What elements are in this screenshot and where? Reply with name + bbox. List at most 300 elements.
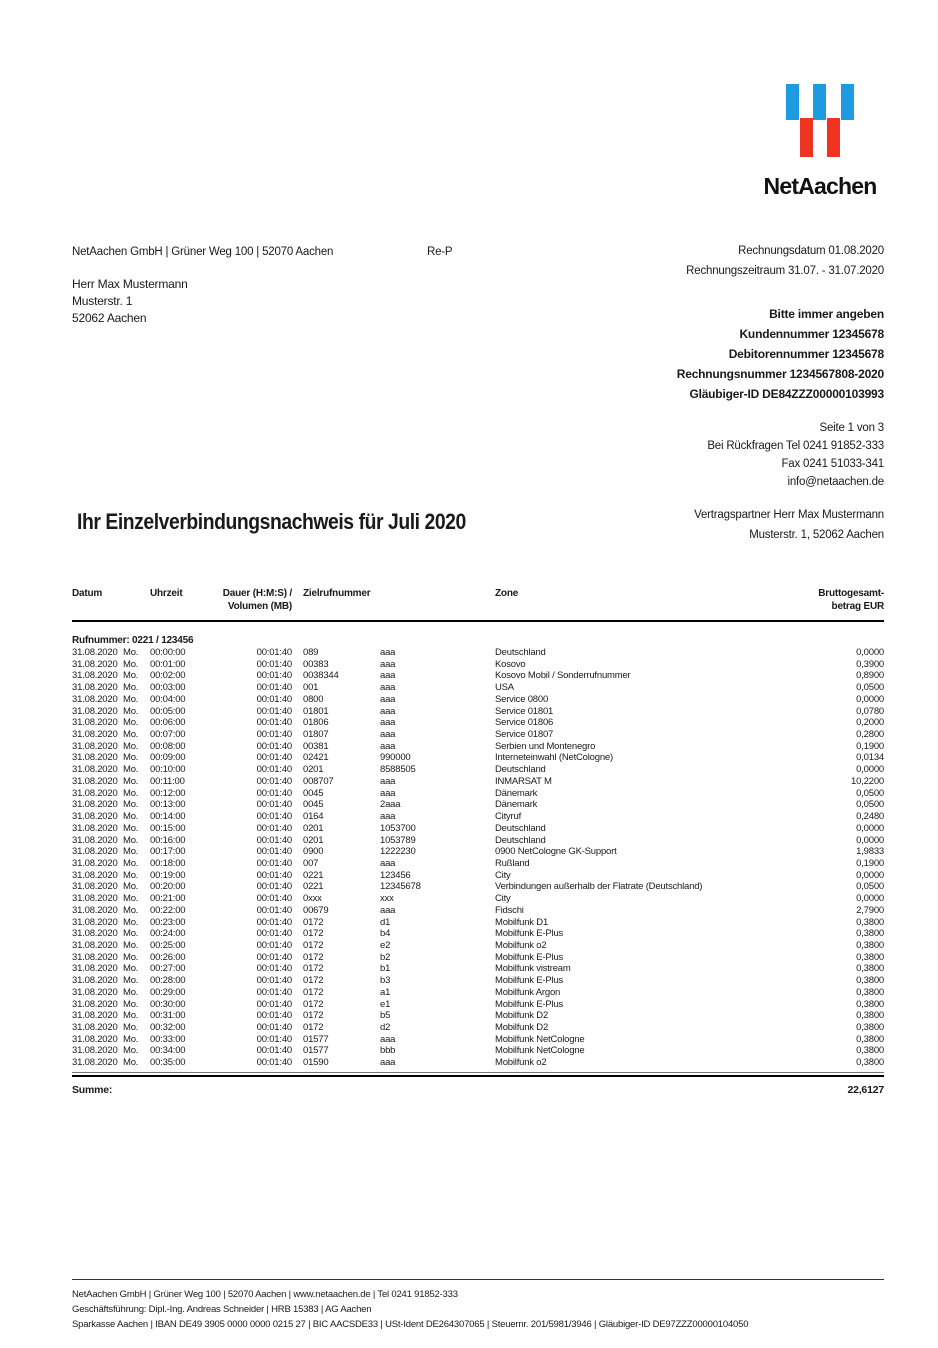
table-row [72, 905, 884, 917]
cell-date: 31.08.2020 [72, 787, 118, 799]
cell-date: 31.08.2020 [72, 811, 118, 823]
cell-date: 31.08.2020 [72, 729, 118, 741]
cell-destination: 0172 [303, 951, 324, 963]
cell-destination: 0201 [303, 764, 324, 776]
cell-destination-suffix: b5 [380, 1010, 391, 1022]
cell-destination: 0172 [303, 998, 324, 1010]
cell-amount: 0,3900 [856, 658, 884, 670]
cell-duration: 00:01:40 [256, 729, 292, 741]
cell-duration: 00:01:40 [256, 705, 292, 717]
cell-date: 31.08.2020 [72, 869, 118, 881]
table-row [72, 835, 884, 847]
cell-weekday: Mo. [123, 975, 139, 987]
cell-date: 31.08.2020 [72, 775, 118, 787]
cell-weekday: Mo. [123, 764, 139, 776]
cell-weekday: Mo. [123, 916, 139, 928]
page-title: Ihr Einzelverbindungsnachweis für Juli 2020 [77, 509, 466, 534]
cell-duration: 00:01:40 [256, 1057, 292, 1069]
cell-amount: 0,0000 [856, 822, 884, 834]
cell-destination-suffix: 1053789 [380, 834, 416, 846]
cell-time: 00:24:00 [150, 928, 186, 940]
cell-destination: 0800 [303, 693, 324, 705]
cell-weekday: Mo. [123, 799, 139, 811]
cell-amount: 0,3800 [856, 975, 884, 987]
footer [72, 1279, 884, 1332]
cell-weekday: Mo. [123, 693, 139, 705]
cell-destination-suffix: aaa [380, 729, 396, 741]
cell-date: 31.08.2020 [72, 670, 118, 682]
cell-duration: 00:01:40 [256, 775, 292, 787]
cell-duration: 00:01:40 [256, 717, 292, 729]
cell-destination-suffix: aaa [380, 787, 396, 799]
footer-bank-line: Sparkasse Aachen | IBAN DE49 3905 0000 0000 0215 27 | BIC AACSDE33 | USt-Ident DE264307065 | Steuernr. 201/5981/3946 | Gläubiger-ID DE97ZZZ00000104050 [72, 1319, 749, 1330]
cell-destination-suffix: 123456 [380, 869, 411, 881]
cell-time: 00:18:00 [150, 857, 186, 869]
recipient-address [72, 276, 188, 327]
cell-destination-suffix: xxx [380, 893, 394, 905]
cell-zone: Deutschland [495, 764, 546, 776]
cell-destination-suffix: 2aaa [380, 799, 401, 811]
cell-destination: 0201 [303, 822, 324, 834]
cell-time: 00:25:00 [150, 939, 186, 951]
cell-amount: 0,3800 [856, 998, 884, 1010]
cell-destination: 01590 [303, 1057, 329, 1069]
header-zielrufnummer: Zielrufnummer [303, 588, 371, 599]
cell-amount: 0,3800 [856, 1057, 884, 1069]
cell-time: 00:30:00 [150, 998, 186, 1010]
cell-destination: 0172 [303, 939, 324, 951]
cell-weekday: Mo. [123, 893, 139, 905]
cell-zone: Service 01806 [495, 717, 554, 729]
cell-destination: 001 [303, 682, 319, 694]
cell-amount: 0,3800 [856, 928, 884, 940]
cell-duration: 00:01:40 [256, 975, 292, 987]
cell-destination: 01801 [303, 705, 329, 717]
cell-amount: 1,9833 [856, 846, 884, 858]
cell-duration: 00:01:40 [256, 857, 292, 869]
cell-destination: 0201 [303, 834, 324, 846]
cell-weekday: Mo. [123, 928, 139, 940]
cell-duration: 00:01:40 [256, 928, 292, 940]
cell-zone: Mobilfunk NetCologne [495, 1033, 585, 1045]
phone-number-group-label: Rufnummer: 0221 / 123456 [72, 635, 194, 646]
cell-weekday: Mo. [123, 881, 139, 893]
cell-destination-suffix: aaa [380, 811, 396, 823]
cell-amount: 0,0134 [856, 752, 884, 764]
cell-duration: 00:01:40 [256, 986, 292, 998]
logo-bar-red-1 [800, 118, 813, 157]
cell-amount: 0,3800 [856, 1010, 884, 1022]
cell-date: 31.08.2020 [72, 1057, 118, 1069]
sum-rule-thick [72, 1075, 884, 1077]
cell-date: 31.08.2020 [72, 752, 118, 764]
cell-time: 00:26:00 [150, 951, 186, 963]
cell-zone: Mobilfunk Argon [495, 986, 561, 998]
calls-table [72, 588, 884, 1096]
table-row [72, 682, 884, 694]
cell-duration: 00:01:40 [256, 951, 292, 963]
cell-weekday: Mo. [123, 951, 139, 963]
netaachen-logo [754, 84, 886, 200]
table-body [72, 647, 884, 1069]
cell-zone: City [495, 869, 511, 881]
cell-date: 31.08.2020 [72, 740, 118, 752]
cell-weekday: Mo. [123, 939, 139, 951]
header-uhrzeit: Uhrzeit [150, 588, 183, 599]
logo-bar-blue-3 [841, 84, 854, 120]
cell-duration: 00:01:40 [256, 869, 292, 881]
cell-time: 00:19:00 [150, 869, 186, 881]
cell-weekday: Mo. [123, 1057, 139, 1069]
table-row [72, 729, 884, 741]
cell-destination-suffix: aaa [380, 775, 396, 787]
cell-destination: 0900 [303, 846, 324, 858]
cell-destination-suffix: aaa [380, 682, 396, 694]
cell-duration: 00:01:40 [256, 799, 292, 811]
cell-time: 00:11:00 [150, 775, 185, 787]
cell-time: 00:12:00 [150, 787, 186, 799]
cell-destination: 01807 [303, 729, 329, 741]
cell-amount: 0,0000 [856, 834, 884, 846]
cell-weekday: Mo. [123, 740, 139, 752]
recipient-name: Herr Max Mustermann [72, 277, 188, 291]
netaachen-logo-icon [786, 84, 854, 157]
cell-duration: 00:01:40 [256, 693, 292, 705]
table-row [72, 788, 884, 800]
cell-amount: 0,3800 [856, 1033, 884, 1045]
cell-destination: 0221 [303, 881, 324, 893]
cell-weekday: Mo. [123, 775, 139, 787]
cell-duration: 00:01:40 [256, 916, 292, 928]
cell-time: 00:13:00 [150, 799, 186, 811]
sum-row [72, 1084, 884, 1096]
cell-zone: USA [495, 682, 514, 694]
cell-destination-suffix: aaa [380, 658, 396, 670]
invoice-number-line: Rechnungsnummer 1234567808-2020 [676, 367, 884, 381]
cell-date: 31.08.2020 [72, 1010, 118, 1022]
cell-date: 31.08.2020 [72, 951, 118, 963]
cell-duration: 00:01:40 [256, 682, 292, 694]
cell-date: 31.08.2020 [72, 916, 118, 928]
table-row [72, 659, 884, 671]
cell-destination: 0164 [303, 811, 324, 823]
cell-date: 31.08.2020 [72, 846, 118, 858]
cell-time: 00:00:00 [150, 647, 186, 658]
table-row [72, 881, 884, 893]
cell-destination: 0221 [303, 869, 324, 881]
cell-date: 31.08.2020 [72, 822, 118, 834]
cell-destination: 0172 [303, 1010, 324, 1022]
table-row [72, 799, 884, 811]
cell-amount: 0,8900 [856, 670, 884, 682]
cell-weekday: Mo. [123, 658, 139, 670]
cell-destination: 01806 [303, 717, 329, 729]
cell-amount: 0,0000 [856, 693, 884, 705]
cell-duration: 00:01:40 [256, 787, 292, 799]
cell-destination-suffix: aaa [380, 1057, 396, 1069]
cell-weekday: Mo. [123, 752, 139, 764]
cell-destination-suffix: e2 [380, 939, 391, 951]
cell-date: 31.08.2020 [72, 834, 118, 846]
cell-zone: Verbindungen außerhalb der Flatrate (Deutschland) [495, 881, 703, 893]
cell-amount: 0,3800 [856, 916, 884, 928]
table-row [72, 1022, 884, 1034]
cell-date: 31.08.2020 [72, 893, 118, 905]
cell-weekday: Mo. [123, 904, 139, 916]
cell-destination: 089 [303, 647, 319, 658]
cell-date: 31.08.2020 [72, 764, 118, 776]
cell-destination: 0045 [303, 787, 324, 799]
cell-destination-suffix: 1053700 [380, 822, 416, 834]
cell-weekday: Mo. [123, 857, 139, 869]
cell-time: 00:31:00 [150, 1010, 186, 1022]
cell-weekday: Mo. [123, 717, 139, 729]
cell-time: 00:23:00 [150, 916, 186, 928]
cell-amount: 0,3800 [856, 1022, 884, 1033]
cell-zone: Deutschland [495, 647, 546, 658]
cell-destination-suffix: 8588505 [380, 764, 416, 776]
cell-amount: 0,3800 [856, 986, 884, 998]
cell-time: 00:33:00 [150, 1033, 186, 1045]
cell-zone: Service 01807 [495, 729, 554, 741]
cell-amount: 0,0000 [856, 764, 884, 776]
cell-destination: 00381 [303, 740, 329, 752]
cell-amount: 0,0000 [856, 647, 884, 658]
cell-time: 00:06:00 [150, 717, 186, 729]
cell-date: 31.08.2020 [72, 928, 118, 940]
invoice-date-line: Rechnungsdatum 01.08.2020 [738, 245, 884, 257]
cell-time: 00:05:00 [150, 705, 186, 717]
logo-bar-blue-2 [813, 84, 826, 120]
cell-time: 00:32:00 [150, 1022, 186, 1033]
table-row [72, 1045, 884, 1057]
sum-value: 22,6127 [847, 1083, 884, 1096]
brand-wordmark: NetAachen [763, 173, 877, 199]
cell-date: 31.08.2020 [72, 975, 118, 987]
sender-return-address: NetAachen GmbH | Grüner Weg 100 | 52070 Aachen [72, 246, 334, 258]
header-zone: Zone [495, 588, 519, 599]
ref-mark: Re-P [427, 246, 453, 258]
cell-time: 00:16:00 [150, 834, 186, 846]
cell-zone: Service 0800 [495, 693, 549, 705]
cell-zone: Mobilfunk E-Plus [495, 951, 564, 963]
cell-duration: 00:01:40 [256, 647, 292, 658]
header-datum: Datum [72, 588, 103, 599]
cell-weekday: Mo. [123, 822, 139, 834]
cell-time: 00:03:00 [150, 682, 186, 694]
table-row [72, 858, 884, 870]
cell-time: 00:20:00 [150, 881, 186, 893]
cell-zone: Mobilfunk vistream [495, 963, 571, 975]
cell-weekday: Mo. [123, 670, 139, 682]
cell-zone: Mobilfunk E-Plus [495, 998, 564, 1010]
cell-destination-suffix: aaa [380, 705, 396, 717]
cell-duration: 00:01:40 [256, 1033, 292, 1045]
cell-destination: 00383 [303, 658, 329, 670]
cell-duration: 00:01:40 [256, 764, 292, 776]
cell-destination: 00679 [303, 904, 329, 916]
recipient-city: 52062 Aachen [72, 311, 147, 325]
debitor-number-line: Debitorennummer 12345678 [728, 347, 884, 361]
cell-destination-suffix: aaa [380, 904, 396, 916]
cell-weekday: Mo. [123, 647, 139, 658]
cell-duration: 00:01:40 [256, 670, 292, 682]
table-row [72, 811, 884, 823]
cell-amount: 10,2200 [851, 775, 884, 787]
cell-duration: 00:01:40 [256, 834, 292, 846]
table-row [72, 823, 884, 835]
cell-weekday: Mo. [123, 1010, 139, 1022]
cell-zone: Mobilfunk o2 [495, 1057, 547, 1069]
cell-amount: 0,0000 [856, 893, 884, 905]
cell-destination: 01577 [303, 1033, 329, 1045]
cell-destination: 0172 [303, 1022, 324, 1033]
cell-destination: 007 [303, 857, 319, 869]
cell-amount: 0,0500 [856, 881, 884, 893]
table-row [72, 917, 884, 929]
cell-destination-suffix: 12345678 [380, 881, 421, 893]
table-header-row [72, 588, 884, 622]
table-row [72, 647, 884, 659]
cell-date: 31.08.2020 [72, 998, 118, 1010]
cell-zone: Service 01801 [495, 705, 554, 717]
cell-weekday: Mo. [123, 1045, 139, 1057]
cell-weekday: Mo. [123, 787, 139, 799]
cell-weekday: Mo. [123, 986, 139, 998]
table-row [72, 975, 884, 987]
cell-zone: City [495, 893, 511, 905]
customer-number-line: Kundennummer 12345678 [739, 327, 884, 341]
cell-amount: 0,0000 [856, 869, 884, 881]
cell-duration: 00:01:40 [256, 811, 292, 823]
cell-weekday: Mo. [123, 811, 139, 823]
cell-zone: Mobilfunk E-Plus [495, 928, 564, 940]
cell-zone: INMARSAT M [495, 775, 552, 787]
cell-zone: Mobilfunk o2 [495, 939, 547, 951]
cell-zone: Kosovo Mobil / Sonderrufnummer [495, 670, 631, 682]
creditor-id-line: Gläubiger-ID DE84ZZZ00000103993 [689, 387, 884, 401]
cell-amount: 0,3800 [856, 939, 884, 951]
cell-date: 31.08.2020 [72, 647, 118, 658]
logo-bar-red-2 [827, 118, 840, 157]
cell-zone: Rußland [495, 857, 530, 869]
cell-date: 31.08.2020 [72, 986, 118, 998]
cell-weekday: Mo. [123, 834, 139, 846]
cell-destination-suffix: aaa [380, 693, 396, 705]
cell-time: 00:21:00 [150, 893, 186, 905]
cell-weekday: Mo. [123, 1033, 139, 1045]
cell-weekday: Mo. [123, 1022, 139, 1033]
cell-time: 00:34:00 [150, 1045, 186, 1057]
table-row [72, 963, 884, 975]
cell-destination: 0038344 [303, 670, 339, 682]
recipient-street: Musterstr. 1 [72, 294, 133, 308]
cell-zone: Deutschland [495, 834, 546, 846]
table-row [72, 764, 884, 776]
cell-zone: Mobilfunk NetCologne [495, 1045, 585, 1057]
cell-weekday: Mo. [123, 869, 139, 881]
cell-date: 31.08.2020 [72, 1033, 118, 1045]
cell-destination-suffix: d2 [380, 1022, 391, 1033]
cell-destination-suffix: d1 [380, 916, 391, 928]
table-row [72, 846, 884, 858]
cell-destination-suffix: b3 [380, 975, 391, 987]
invoice-period-line: Rechnungszeitraum 31.07. - 31.07.2020 [686, 264, 884, 277]
cell-time: 00:15:00 [150, 822, 186, 834]
cell-date: 31.08.2020 [72, 705, 118, 717]
logo-bar-blue-1 [786, 84, 799, 120]
cell-zone: Interneteinwahl (NetCologne) [495, 752, 613, 764]
cell-amount: 0,2480 [856, 811, 884, 823]
cell-duration: 00:01:40 [256, 893, 292, 905]
cell-time: 00:14:00 [150, 811, 186, 823]
cell-destination-suffix: aaa [380, 1033, 396, 1045]
cell-time: 00:29:00 [150, 986, 186, 998]
cell-time: 00:02:00 [150, 670, 186, 682]
cell-date: 31.08.2020 [72, 939, 118, 951]
cell-weekday: Mo. [123, 998, 139, 1010]
cell-duration: 00:01:40 [256, 740, 292, 752]
cell-time: 00:17:00 [150, 846, 186, 858]
cell-destination-suffix: e1 [380, 998, 391, 1010]
footer-company-line: NetAachen GmbH | Grüner Weg 100 | 52070 Aachen | www.netaachen.de | Tel 0241 91852-333 [72, 1289, 458, 1300]
cell-amount: 2,7900 [856, 904, 884, 916]
cell-zone: Cityruf [495, 811, 522, 823]
cell-destination-suffix: aaa [380, 717, 396, 729]
header-dauer: Dauer (H:M:S) / Volumen (MB) [222, 588, 292, 612]
cell-date: 31.08.2020 [72, 693, 118, 705]
page-indicator: Seite 1 von 3 [819, 422, 884, 434]
table-row [72, 752, 884, 764]
cell-amount: 0,0500 [856, 682, 884, 694]
cell-duration: 00:01:40 [256, 1010, 292, 1022]
cell-destination-suffix: 990000 [380, 752, 411, 764]
cell-time: 00:35:00 [150, 1057, 186, 1069]
cell-destination-suffix: b1 [380, 963, 391, 975]
cell-zone: Mobilfunk D2 [495, 1022, 549, 1033]
cell-destination: 0172 [303, 963, 324, 975]
cell-date: 31.08.2020 [72, 682, 118, 694]
cell-zone: Mobilfunk E-Plus [495, 975, 564, 987]
cell-zone: Mobilfunk D2 [495, 1010, 549, 1022]
cell-destination-suffix: b4 [380, 928, 391, 940]
cell-weekday: Mo. [123, 729, 139, 741]
cell-time: 00:28:00 [150, 975, 186, 987]
table-row [72, 1010, 884, 1022]
cell-destination: 0172 [303, 975, 324, 987]
sum-label: Summe: [72, 1083, 113, 1096]
cell-weekday: Mo. [123, 846, 139, 858]
cell-duration: 00:01:40 [256, 1045, 292, 1057]
cell-amount: 0,1900 [856, 857, 884, 869]
cell-destination-suffix: a1 [380, 986, 391, 998]
cell-amount: 0,0780 [856, 705, 884, 717]
cell-duration: 00:01:40 [256, 998, 292, 1010]
cell-destination: 0045 [303, 799, 324, 811]
invoice-date-block [686, 242, 884, 281]
cell-destination-suffix: 1222230 [380, 846, 416, 858]
email-line: info@netaachen.de [787, 476, 884, 488]
cell-destination: 01577 [303, 1045, 329, 1057]
cell-zone: Kosovo [495, 658, 526, 670]
cell-destination: 0xxx [303, 893, 322, 905]
cell-zone: 0900 NetCologne GK-Support [495, 846, 617, 858]
cell-destination: 02421 [303, 752, 329, 764]
table-row [72, 776, 884, 788]
cell-date: 31.08.2020 [72, 857, 118, 869]
cell-zone: Mobilfunk D1 [495, 916, 549, 928]
cell-destination: 008707 [303, 775, 334, 787]
